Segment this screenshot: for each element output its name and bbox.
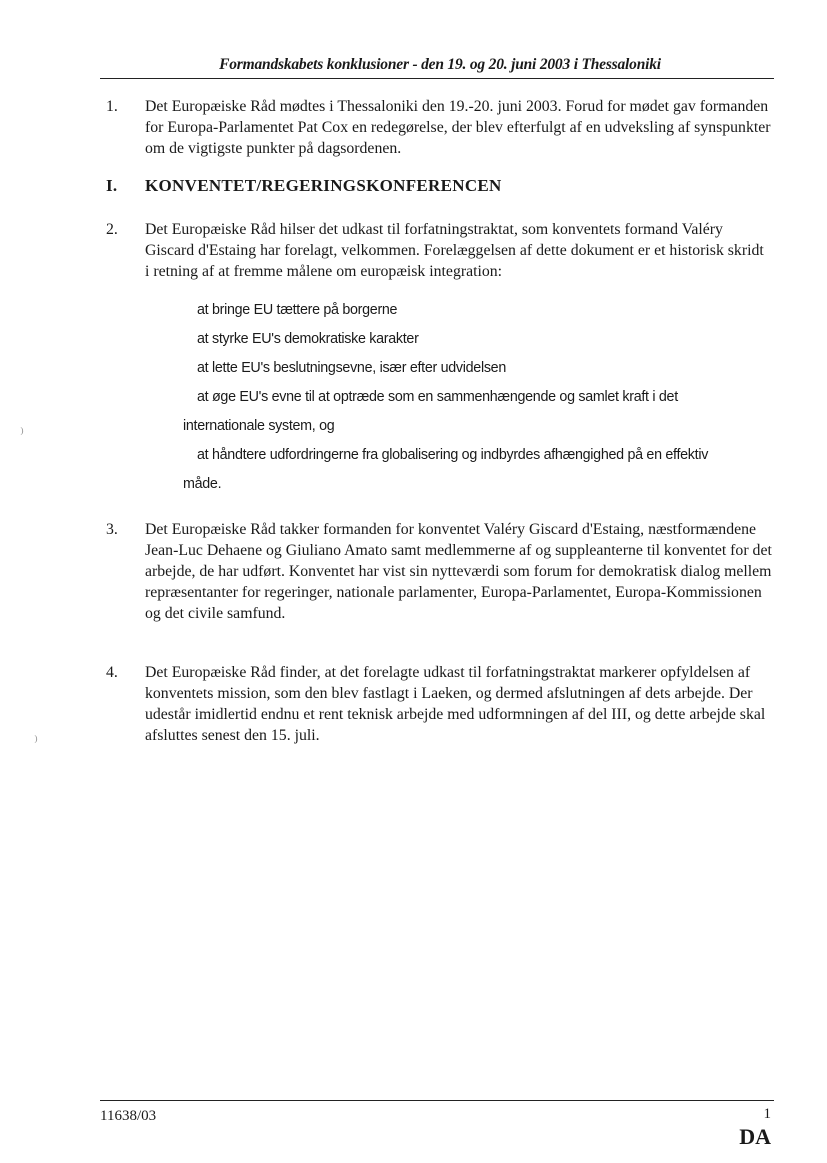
list-item-text: at lette EU's beslutningsevne, især efter udvidelsen (197, 360, 506, 376)
list-item-text: at styrke EU's demokratiske karakter (197, 331, 419, 347)
paragraph-2 (100, 219, 772, 282)
document-code: 11638/03 (100, 1108, 157, 1124)
list-item-continuation: måde. (183, 476, 222, 492)
paragraph-number: 3. (106, 521, 118, 538)
list-item (183, 296, 773, 325)
list-item (183, 441, 773, 499)
language-code: DA (739, 1124, 771, 1149)
footer-divider (100, 1100, 774, 1101)
paragraph-number: 4. (106, 664, 118, 681)
list-item-text: at øge EU's evne til at optræde som en sammenhængende og samlet kraft i det (197, 389, 678, 405)
page-header-title: Formandskabets konklusioner - den 19. og 20. juni 2003 i Thessaloniki (219, 56, 661, 73)
list-item-continuation: internationale system, og (183, 418, 335, 434)
list-item-text: at bringe EU tættere på borgerne (197, 302, 398, 318)
scan-artifact-mark: ⁾ (34, 734, 38, 751)
list-item-text: at håndtere udfordringerne fra globalisering og indbyrdes afhængighed på en effektiv (197, 447, 709, 463)
objectives-list (183, 296, 773, 499)
paragraph-1 (100, 96, 772, 159)
paragraph-number: 2. (106, 221, 118, 238)
paragraph-4 (100, 662, 772, 746)
paragraph-text: Det Europæiske Råd hilser det udkast til forfatningstraktat, som konventets formand Valéry Giscard d'Estaing har forelagt, velkommen. Forelæggelsen af dette dokument er et historisk skridt i retning af at fremme målene om europæisk integration: (145, 221, 764, 280)
section-heading (100, 176, 772, 196)
section-number: I. (106, 176, 118, 195)
paragraph-text: Det Europæiske Råd takker formanden for konventet Valéry Giscard d'Estaing, næstformændene Jean-Luc Dehaene og Giuliano Amato samt medlemmerne af og suppleanterne til konventet for det arbejde, de har udført. Konventet har vist sin nytteværdi som forum for demokratisk dialog mellem repræsentanter for regeringer, nationale parlamenter, Europa-Parlamentet, Europa-Kommissionen og det civile samfund. (145, 521, 772, 622)
page-number: 1 (763, 1106, 771, 1122)
section-title: KONVENTET/REGERINGSKONFERENCEN (145, 176, 502, 195)
paragraph-3 (100, 519, 772, 624)
paragraph-text: Det Europæiske Råd mødtes i Thessaloniki den 19.-20. juni 2003. Forud for mødet gav formanden for Europa-Parlamentet Pat Cox en redegørelse, der blev efterfulgt af en udveksling af synspunkter om de vigtigste punkter på dagsordenen. (145, 98, 771, 157)
scan-artifact-mark: ⁾ (20, 426, 24, 443)
header-divider (100, 78, 774, 79)
list-item (183, 325, 773, 354)
list-item (183, 383, 773, 441)
paragraph-number: 1. (106, 98, 118, 115)
list-item (183, 354, 773, 383)
paragraph-text: Det Europæiske Råd finder, at det forelagte udkast til forfatningstraktat markerer opfyldelsen af konventets mission, som den blev fastlagt i Laeken, og dermed afslutningen af dets arbejde. Der udestår imidlertid endnu et rent teknisk arbejde med udformningen af del III, og dette arbejde skal afsluttes senest den 15. juli. (145, 664, 766, 744)
